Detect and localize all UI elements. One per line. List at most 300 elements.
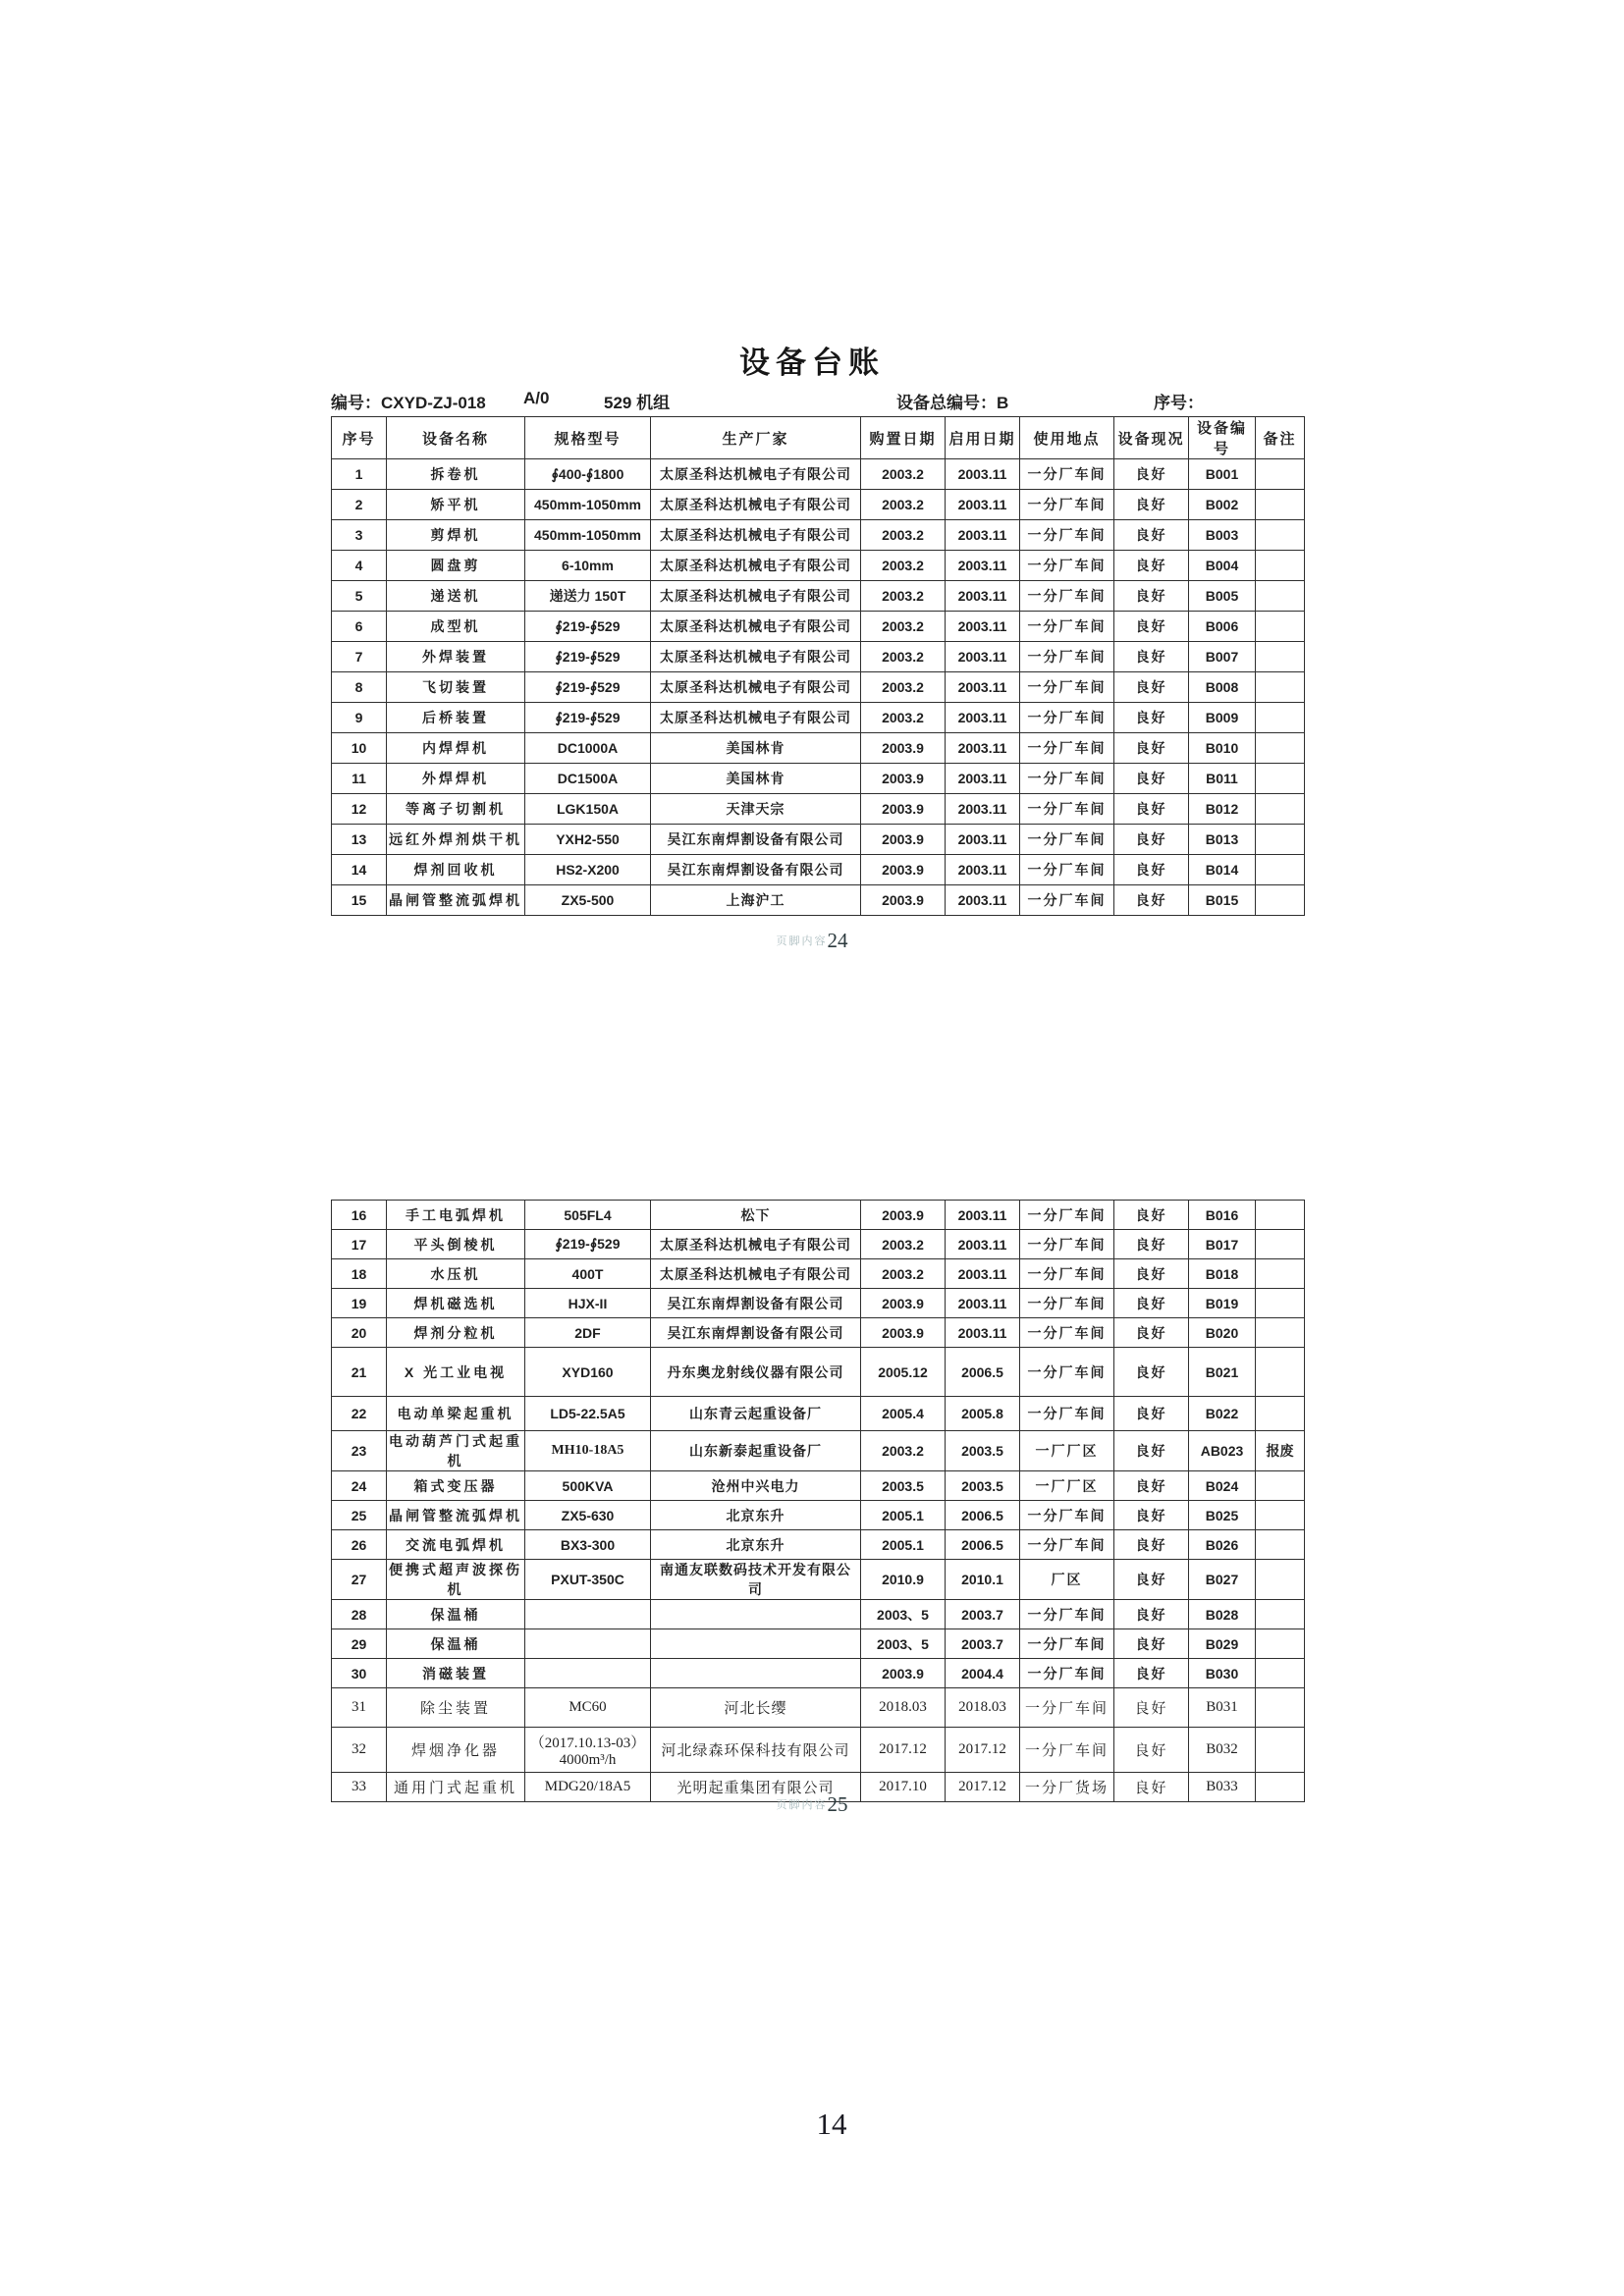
- cell-note: [1256, 672, 1305, 703]
- cell-buy: 2003.2: [861, 1259, 946, 1289]
- cell-start: 2003.11: [946, 551, 1020, 581]
- cell-maker: 太原圣科达机械电子有限公司: [651, 581, 861, 612]
- cell-place: 一分厂车间: [1020, 764, 1114, 794]
- cell-buy: 2003.2: [861, 551, 946, 581]
- cell-spec: YXH2-550: [525, 825, 651, 855]
- cell-maker: 吴江东南焊割设备有限公司: [651, 825, 861, 855]
- cell-code: B033: [1189, 1773, 1256, 1802]
- cell-start: 2003.11: [946, 855, 1020, 885]
- cell-start: 2003.11: [946, 764, 1020, 794]
- cell-spec: （2017.10.13-03） 4000m³/h: [525, 1728, 651, 1773]
- cell-place: 一分厂车间: [1020, 1530, 1114, 1560]
- cell-no: 2: [332, 490, 387, 520]
- table-row: [332, 612, 1305, 642]
- cell-status: 良好: [1114, 825, 1189, 855]
- cell-maker: 山东新泰起重设备厂: [651, 1431, 861, 1471]
- cell-note: [1256, 764, 1305, 794]
- cell-place: 一分厂车间: [1020, 703, 1114, 733]
- cell-code: B025: [1189, 1501, 1256, 1530]
- cell-maker: 太原圣科达机械电子有限公司: [651, 1259, 861, 1289]
- cell-note: [1256, 551, 1305, 581]
- cell-place: 一分厂车间: [1020, 1688, 1114, 1728]
- cell-buy: 2003.2: [861, 672, 946, 703]
- cell-name: 拆卷机: [387, 459, 525, 490]
- cell-name: 内焊焊机: [387, 733, 525, 764]
- cell-place: 一分厂车间: [1020, 490, 1114, 520]
- cell-start: 2003.11: [946, 520, 1020, 551]
- cell-note: [1256, 1471, 1305, 1501]
- cell-buy: 2003.2: [861, 520, 946, 551]
- cell-name: 交流电弧焊机: [387, 1530, 525, 1560]
- cell-name: 除尘装置: [387, 1688, 525, 1728]
- cell-note: [1256, 703, 1305, 733]
- cell-status: 良好: [1114, 1728, 1189, 1773]
- cell-start: 2005.8: [946, 1397, 1020, 1431]
- cell-no: 22: [332, 1397, 387, 1431]
- cell-maker: 吴江东南焊割设备有限公司: [651, 1289, 861, 1318]
- cell-spec: LGK150A: [525, 794, 651, 825]
- cell-buy: 2017.12: [861, 1728, 946, 1773]
- cell-code: B014: [1189, 855, 1256, 885]
- cell-spec: 500KVA: [525, 1471, 651, 1501]
- cell-place: 一分厂车间: [1020, 794, 1114, 825]
- table-row: [332, 490, 1305, 520]
- cell-name: X 光工业电视: [387, 1348, 525, 1397]
- cell-maker: 沧州中兴电力: [651, 1471, 861, 1501]
- cell-no: 7: [332, 642, 387, 672]
- cell-code: B002: [1189, 490, 1256, 520]
- cell-code: B013: [1189, 825, 1256, 855]
- cell-buy: 2003.2: [861, 1230, 946, 1259]
- cell-code: B007: [1189, 642, 1256, 672]
- column-header: 设备编号: [1189, 417, 1256, 459]
- cell-maker: 太原圣科达机械电子有限公司: [651, 459, 861, 490]
- cell-no: 31: [332, 1688, 387, 1728]
- cell-spec: 450mm-1050mm: [525, 490, 651, 520]
- cell-start: 2003.11: [946, 1259, 1020, 1289]
- cell-code: B032: [1189, 1728, 1256, 1773]
- cell-maker: 上海沪工: [651, 885, 861, 916]
- cell-status: 良好: [1114, 672, 1189, 703]
- cell-name: 外焊装置: [387, 642, 525, 672]
- cell-start: 2003.7: [946, 1629, 1020, 1659]
- cell-buy: 2003.2: [861, 581, 946, 612]
- cell-no: 5: [332, 581, 387, 612]
- cell-status: 良好: [1114, 1659, 1189, 1688]
- cell-no: 17: [332, 1230, 387, 1259]
- cell-spec: 2DF: [525, 1318, 651, 1348]
- cell-start: 2003.7: [946, 1600, 1020, 1629]
- table-row: [332, 1471, 1305, 1501]
- cell-status: 良好: [1114, 1600, 1189, 1629]
- cell-status: 良好: [1114, 1530, 1189, 1560]
- cell-status: 良好: [1114, 642, 1189, 672]
- cell-name: 焊剂回收机: [387, 855, 525, 885]
- cell-name: 电动葫芦门式起重机: [387, 1431, 525, 1471]
- column-header: 备注: [1256, 417, 1305, 459]
- cell-code: B028: [1189, 1600, 1256, 1629]
- cell-place: 一分厂车间: [1020, 1501, 1114, 1530]
- table-row: [332, 642, 1305, 672]
- table-row: [332, 733, 1305, 764]
- cell-no: 30: [332, 1659, 387, 1688]
- cell-place: 一分厂车间: [1020, 642, 1114, 672]
- cell-maker: 河北长缨: [651, 1688, 861, 1728]
- cell-name: 保温桶: [387, 1600, 525, 1629]
- cell-maker: 天津天宗: [651, 794, 861, 825]
- cell-start: 2003.11: [946, 1201, 1020, 1230]
- cell-status: 良好: [1114, 490, 1189, 520]
- cell-place: 一分厂车间: [1020, 1629, 1114, 1659]
- cell-name: 焊剂分粒机: [387, 1318, 525, 1348]
- cell-start: 2006.5: [946, 1530, 1020, 1560]
- cell-maker: 北京东升: [651, 1501, 861, 1530]
- cell-status: 良好: [1114, 1431, 1189, 1471]
- cell-spec: ∮219-∮529: [525, 612, 651, 642]
- table-row: [332, 703, 1305, 733]
- section-footer-24: [0, 929, 1624, 953]
- cell-note: [1256, 1728, 1305, 1773]
- footer-page-24: 24: [827, 929, 848, 952]
- cell-note: [1256, 1201, 1305, 1230]
- cell-maker: [651, 1659, 861, 1688]
- unit-label: 529 机组: [604, 394, 671, 412]
- column-header: 规格型号: [525, 417, 651, 459]
- cell-place: 一分厂车间: [1020, 1259, 1114, 1289]
- cell-code: B018: [1189, 1259, 1256, 1289]
- column-header: 生产厂家: [651, 417, 861, 459]
- column-header: 设备现况: [1114, 417, 1189, 459]
- cell-code: B027: [1189, 1560, 1256, 1600]
- total-number-label: 设备总编号：B: [896, 394, 1009, 412]
- table-row: [332, 1348, 1305, 1397]
- cell-start: 2003.11: [946, 581, 1020, 612]
- table-row: [332, 1530, 1305, 1560]
- table-row: [332, 581, 1305, 612]
- cell-status: 良好: [1114, 1773, 1189, 1802]
- cell-start: 2003.11: [946, 642, 1020, 672]
- cell-note: [1256, 459, 1305, 490]
- cell-spec: [525, 1629, 651, 1659]
- section-footer-25: [0, 1792, 1624, 1817]
- cell-spec: ∮219-∮529: [525, 672, 651, 703]
- cell-start: 2017.12: [946, 1728, 1020, 1773]
- cell-start: 2003.11: [946, 1230, 1020, 1259]
- cell-maker: 河北绿森环保科技有限公司: [651, 1728, 861, 1773]
- cell-code: B031: [1189, 1688, 1256, 1728]
- cell-status: 良好: [1114, 459, 1189, 490]
- cell-status: 良好: [1114, 733, 1189, 764]
- cell-status: 良好: [1114, 1629, 1189, 1659]
- cell-maker: 太原圣科达机械电子有限公司: [651, 642, 861, 672]
- cell-place: 一分厂车间: [1020, 733, 1114, 764]
- cell-spec: MDG20/18A5: [525, 1773, 651, 1802]
- table-row: [332, 1688, 1305, 1728]
- cell-note: [1256, 520, 1305, 551]
- cell-status: 良好: [1114, 612, 1189, 642]
- cell-spec: [525, 1600, 651, 1629]
- cell-spec: 400T: [525, 1259, 651, 1289]
- cell-no: 23: [332, 1431, 387, 1471]
- table-row: [332, 459, 1305, 490]
- cell-no: 21: [332, 1348, 387, 1397]
- cell-buy: 2003.9: [861, 1318, 946, 1348]
- cell-no: 29: [332, 1629, 387, 1659]
- cell-code: B022: [1189, 1397, 1256, 1431]
- cell-buy: 2003.2: [861, 612, 946, 642]
- cell-place: 一分厂车间: [1020, 520, 1114, 551]
- cell-no: 11: [332, 764, 387, 794]
- cell-spec: DC1000A: [525, 733, 651, 764]
- cell-code: B011: [1189, 764, 1256, 794]
- cell-note: 报废: [1256, 1431, 1305, 1471]
- page-number: 14: [816, 2107, 847, 2141]
- cell-status: 良好: [1114, 885, 1189, 916]
- cell-spec: MC60: [525, 1688, 651, 1728]
- revision-label: A/0: [523, 389, 550, 407]
- cell-code: B021: [1189, 1348, 1256, 1397]
- cell-name: 剪焊机: [387, 520, 525, 551]
- cell-code: B010: [1189, 733, 1256, 764]
- cell-buy: 2003.9: [861, 733, 946, 764]
- cell-code: B030: [1189, 1659, 1256, 1688]
- cell-code: B005: [1189, 581, 1256, 612]
- cell-no: 33: [332, 1773, 387, 1802]
- cell-start: 2003.11: [946, 1318, 1020, 1348]
- cell-place: 一分厂车间: [1020, 1289, 1114, 1318]
- cell-start: 2003.11: [946, 703, 1020, 733]
- page-title: 设备台账: [739, 346, 885, 380]
- table-row: [332, 1501, 1305, 1530]
- cell-place: 一分厂车间: [1020, 612, 1114, 642]
- cell-code: B003: [1189, 520, 1256, 551]
- cell-status: 良好: [1114, 551, 1189, 581]
- cell-note: [1256, 1259, 1305, 1289]
- cell-name: 圆盘剪: [387, 551, 525, 581]
- cell-status: 良好: [1114, 1259, 1189, 1289]
- table-row: [332, 1600, 1305, 1629]
- cell-name: 箱式变压器: [387, 1471, 525, 1501]
- cell-name: 便携式超声波探伤机: [387, 1560, 525, 1600]
- cell-name: 晶闸管整流弧焊机: [387, 1501, 525, 1530]
- cell-maker: [651, 1629, 861, 1659]
- cell-spec: XYD160: [525, 1348, 651, 1397]
- cell-buy: 2005.4: [861, 1397, 946, 1431]
- cell-maker: 太原圣科达机械电子有限公司: [651, 520, 861, 551]
- cell-code: B009: [1189, 703, 1256, 733]
- cell-no: 19: [332, 1289, 387, 1318]
- cell-maker: 太原圣科达机械电子有限公司: [651, 703, 861, 733]
- cell-name: 成型机: [387, 612, 525, 642]
- cell-no: 20: [332, 1318, 387, 1348]
- cell-no: 10: [332, 733, 387, 764]
- cell-name: 消磁装置: [387, 1659, 525, 1688]
- cell-spec: PXUT-350C: [525, 1560, 651, 1600]
- cell-place: 一分厂车间: [1020, 855, 1114, 885]
- cell-buy: 2003、5: [861, 1629, 946, 1659]
- cell-buy: 2010.9: [861, 1560, 946, 1600]
- cell-buy: 2017.10: [861, 1773, 946, 1802]
- cell-buy: 2003.9: [861, 825, 946, 855]
- cell-buy: 2003.2: [861, 703, 946, 733]
- cell-name: 手工电弧焊机: [387, 1201, 525, 1230]
- cell-code: B017: [1189, 1230, 1256, 1259]
- cell-maker: 山东青云起重设备厂: [651, 1397, 861, 1431]
- cell-no: 27: [332, 1560, 387, 1600]
- table-row: [332, 794, 1305, 825]
- table-row: [332, 1728, 1305, 1773]
- cell-start: 2003.11: [946, 825, 1020, 855]
- cell-no: 12: [332, 794, 387, 825]
- cell-start: 2003.5: [946, 1431, 1020, 1471]
- cell-start: 2003.11: [946, 794, 1020, 825]
- cell-buy: 2003.9: [861, 1289, 946, 1318]
- cell-maker: 北京东升: [651, 1530, 861, 1560]
- cell-spec: DC1500A: [525, 764, 651, 794]
- cell-note: [1256, 1289, 1305, 1318]
- cell-no: 1: [332, 459, 387, 490]
- cell-note: [1256, 1318, 1305, 1348]
- cell-buy: 2003.9: [861, 885, 946, 916]
- cell-spec: BX3-300: [525, 1530, 651, 1560]
- cell-no: 18: [332, 1259, 387, 1289]
- cell-status: 良好: [1114, 1688, 1189, 1728]
- cell-status: 良好: [1114, 1471, 1189, 1501]
- cell-note: [1256, 490, 1305, 520]
- column-header: 序号: [332, 417, 387, 459]
- serial-number-label: 序号：: [1154, 394, 1204, 412]
- cell-spec: ∮219-∮529: [525, 1230, 651, 1259]
- cell-buy: 2003.5: [861, 1471, 946, 1501]
- cell-spec: MH10-18A5: [525, 1431, 651, 1471]
- cell-no: 25: [332, 1501, 387, 1530]
- cell-maker: [651, 1600, 861, 1629]
- column-header: 购置日期: [861, 417, 946, 459]
- ledger-meta-line: [331, 389, 1313, 414]
- cell-place: 一厂厂区: [1020, 1471, 1114, 1501]
- cell-code: B024: [1189, 1471, 1256, 1501]
- footer-page-25: 25: [827, 1792, 848, 1816]
- cell-name: 通用门式起重机: [387, 1773, 525, 1802]
- cell-note: [1256, 825, 1305, 855]
- cell-place: 一分厂车间: [1020, 825, 1114, 855]
- cell-code: B008: [1189, 672, 1256, 703]
- cell-status: 良好: [1114, 703, 1189, 733]
- cell-no: 26: [332, 1530, 387, 1560]
- cell-maker: 吴江东南焊割设备有限公司: [651, 1318, 861, 1348]
- table-row: [332, 1397, 1305, 1431]
- cell-code: B026: [1189, 1530, 1256, 1560]
- cell-no: 6: [332, 612, 387, 642]
- cell-status: 良好: [1114, 1560, 1189, 1600]
- table-row: [332, 1431, 1305, 1471]
- cell-note: [1256, 642, 1305, 672]
- cell-code: AB023: [1189, 1431, 1256, 1471]
- cell-start: 2017.12: [946, 1773, 1020, 1802]
- cell-name: 等离子切割机: [387, 794, 525, 825]
- cell-no: 13: [332, 825, 387, 855]
- table-row: [332, 1629, 1305, 1659]
- cell-maker: 丹东奥龙射线仪器有限公司: [651, 1348, 861, 1397]
- cell-place: 厂区: [1020, 1560, 1114, 1600]
- cell-note: [1256, 1530, 1305, 1560]
- cell-buy: 2003.2: [861, 490, 946, 520]
- cell-buy: 2003.2: [861, 642, 946, 672]
- cell-spec: ∮400-∮1800: [525, 459, 651, 490]
- cell-code: B016: [1189, 1201, 1256, 1230]
- cell-note: [1256, 855, 1305, 885]
- cell-spec: HS2-X200: [525, 855, 651, 885]
- cell-place: 一分厂车间: [1020, 1728, 1114, 1773]
- cell-name: 平头倒棱机: [387, 1230, 525, 1259]
- cell-spec: HJX-II: [525, 1289, 651, 1318]
- cell-buy: 2003、5: [861, 1600, 946, 1629]
- cell-note: [1256, 612, 1305, 642]
- cell-note: [1256, 581, 1305, 612]
- cell-no: 16: [332, 1201, 387, 1230]
- cell-maker: 吴江东南焊割设备有限公司: [651, 855, 861, 885]
- cell-maker: 太原圣科达机械电子有限公司: [651, 490, 861, 520]
- cell-place: 一分厂车间: [1020, 1201, 1114, 1230]
- table-row: [332, 1259, 1305, 1289]
- cell-spec: ZX5-500: [525, 885, 651, 916]
- table-row: [332, 1318, 1305, 1348]
- cell-name: 水压机: [387, 1259, 525, 1289]
- cell-no: 32: [332, 1728, 387, 1773]
- table-row: [332, 1230, 1305, 1259]
- cell-name: 焊机磁选机: [387, 1289, 525, 1318]
- table-row: [332, 672, 1305, 703]
- cell-code: B004: [1189, 551, 1256, 581]
- cell-name: 保温桶: [387, 1629, 525, 1659]
- cell-note: [1256, 1659, 1305, 1688]
- cell-maker: 太原圣科达机械电子有限公司: [651, 612, 861, 642]
- table-row: [332, 551, 1305, 581]
- cell-place: 一分厂车间: [1020, 1230, 1114, 1259]
- equipment-table-page2: [331, 1200, 1305, 1802]
- cell-start: 2003.11: [946, 885, 1020, 916]
- column-header: 使用地点: [1020, 417, 1114, 459]
- cell-place: 一分厂车间: [1020, 1397, 1114, 1431]
- header-row: [332, 417, 1305, 459]
- cell-name: 矫平机: [387, 490, 525, 520]
- column-header: 启用日期: [946, 417, 1020, 459]
- cell-buy: 2018.03: [861, 1688, 946, 1728]
- cell-spec: LD5-22.5A5: [525, 1397, 651, 1431]
- cell-status: 良好: [1114, 581, 1189, 612]
- cell-buy: 2005.12: [861, 1348, 946, 1397]
- cell-start: 2003.11: [946, 733, 1020, 764]
- cell-place: 一分厂车间: [1020, 459, 1114, 490]
- cell-note: [1256, 1348, 1305, 1397]
- cell-name: 后桥装置: [387, 703, 525, 733]
- cell-no: 9: [332, 703, 387, 733]
- cell-maker: 南通友联数码技术开发有限公司: [651, 1560, 861, 1600]
- cell-place: 一分厂车间: [1020, 885, 1114, 916]
- cell-name: 焊烟净化器: [387, 1728, 525, 1773]
- cell-buy: 2003.9: [861, 1201, 946, 1230]
- table-row: [332, 1560, 1305, 1600]
- cell-start: 2003.11: [946, 459, 1020, 490]
- cell-code: B006: [1189, 612, 1256, 642]
- cell-status: 良好: [1114, 1289, 1189, 1318]
- table-row: [332, 1201, 1305, 1230]
- cell-start: 2010.1: [946, 1560, 1020, 1600]
- table-row: [332, 764, 1305, 794]
- cell-code: B019: [1189, 1289, 1256, 1318]
- footer-prefix-text: 页脚内容: [776, 935, 828, 947]
- cell-start: 2004.4: [946, 1659, 1020, 1688]
